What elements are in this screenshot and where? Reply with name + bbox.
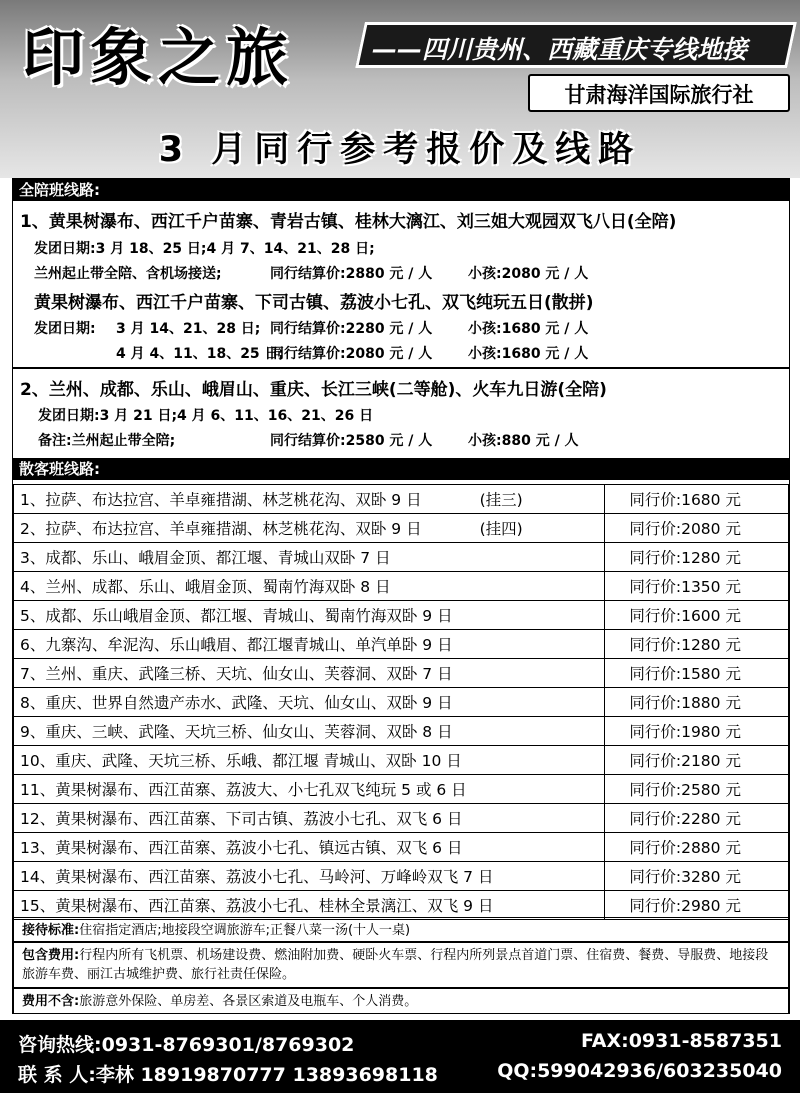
route-price: 同行价:1980 元 — [605, 717, 789, 746]
route-name — [14, 862, 605, 891]
standard-text: 住宿指定酒店;地接段空调旅游车;正餐八菜一汤(十人一桌) — [79, 923, 411, 938]
route-tag: (挂四) — [479, 520, 523, 538]
fax: FAX:0931-8587351 — [580, 1030, 782, 1052]
route-price: 同行价:1280 元 — [605, 543, 789, 572]
contact-footer — [0, 1020, 800, 1093]
route1b-child-price-1: 小孩:1680 元 / 人 — [468, 321, 589, 337]
route-name — [14, 485, 605, 514]
route1b-price-2: 同行结算价:2080 元 / 人 — [270, 346, 433, 362]
route-name — [14, 891, 605, 920]
route-price: 同行价:2280 元 — [605, 804, 789, 833]
header-banner — [0, 0, 800, 178]
route2-title: 2、兰州、成都、乐山、峨眉山、重庆、长江三峡(二等舱)、火车九日游(全陪) — [20, 380, 607, 400]
route1-title: 1、黄果树瀑布、西江千户苗寨、青岩古镇、桂林大漓江、刘三姐大观园双飞八日(全陪) — [20, 212, 677, 232]
included-text: 行程内所有飞机票、机场建设费、燃油附加费、硬卧火车票、行程内所列景点首道门票、住宿费、餐费、导服费、地接段旅游车费、丽江古城维护费、旅行社责任保险。 — [22, 948, 769, 982]
route-text: 4、兰州、成都、乐山、峨眉金顶、蜀南竹海双卧 8 日 — [20, 578, 391, 596]
route-text: 11、黄果树瀑布、西江苗寨、荔波大、小七孔双飞纯玩 5 或 6 日 — [20, 781, 467, 799]
agency-name: 甘肃海洋国际旅行社 — [564, 83, 754, 107]
tagline: ——四川贵州、西藏重庆专线地接 — [372, 35, 748, 64]
route-name — [14, 775, 605, 804]
route1b-price-1: 同行结算价:2280 元 / 人 — [270, 321, 433, 337]
route-row — [14, 746, 789, 775]
standard-label: 接待标准: — [22, 923, 80, 938]
route2-price: 同行结算价:2580 元 / 人 — [270, 433, 433, 449]
route-price: 同行价:1880 元 — [605, 688, 789, 717]
route-price: 同行价:1280 元 — [605, 630, 789, 659]
route-text: 7、兰州、重庆、武隆三桥、天坑、仙女山、芙蓉洞、双卧 7 日 — [20, 665, 453, 683]
route1-note: 兰州起止带全陪、含机场接送; — [34, 266, 222, 282]
route-name — [14, 630, 605, 659]
route-text: 10、重庆、武隆、天坑三桥、乐峨、都江堰 青城山、双卧 10 日 — [20, 752, 462, 770]
route-row — [14, 775, 789, 804]
route-text: 13、黄果树瀑布、西江苗寨、荔波小七孔、镇远古镇、双飞 6 日 — [20, 839, 463, 857]
route-price: 同行价:1580 元 — [605, 659, 789, 688]
route-price: 同行价:1680 元 — [605, 485, 789, 514]
route-text: 8、重庆、世界自然遗产赤水、武隆、天坑、仙女山、双卧 9 日 — [20, 694, 453, 712]
route-text: 3、成都、乐山、峨眉金顶、都江堰、青城山双卧 7 日 — [20, 549, 391, 567]
route1b-dates-2: 4 月 4、11、18、25 日; — [116, 346, 285, 362]
route-price: 同行价:2980 元 — [605, 891, 789, 920]
route-name — [14, 804, 605, 833]
route-row — [14, 659, 789, 688]
route-name — [14, 601, 605, 630]
route-price: 同行价:3280 元 — [605, 862, 789, 891]
route-name — [14, 833, 605, 862]
route-price: 同行价:1600 元 — [605, 601, 789, 630]
route-row — [14, 833, 789, 862]
route-row — [14, 572, 789, 601]
route-text: 2、拉萨、布达拉宫、羊卓雍措湖、林芝桃花沟、双卧 9 日 — [20, 520, 422, 538]
guided-section-heading: 全陪班线路: — [13, 179, 789, 201]
excluded-label: 费用不含: — [22, 994, 80, 1009]
included-note — [13, 942, 789, 988]
route-row — [14, 891, 789, 920]
route-name — [14, 688, 605, 717]
route2-dates: 发团日期:3 月 21 日;4 月 6、11、16、21、26 日 — [38, 408, 374, 424]
route1-child-price: 小孩:2080 元 / 人 — [468, 266, 589, 282]
route-price: 同行价:2580 元 — [605, 775, 789, 804]
route-text: 14、黄果树瀑布、西江苗寨、荔波小七孔、马岭河、万峰岭双飞 7 日 — [20, 868, 494, 886]
route-row — [14, 601, 789, 630]
route-name — [14, 659, 605, 688]
route-text: 15、黄果树瀑布、西江苗寨、荔波小七孔、桂林全景漓江、双飞 9 日 — [20, 897, 494, 915]
included-label: 包含费用: — [22, 948, 80, 963]
page-subtitle: 3 月同行参考报价及线路 — [158, 130, 642, 170]
route1b-title: 黄果树瀑布、西江千户苗寨、下司古镇、荔波小七孔、双飞纯玩五日(散拼) — [34, 293, 594, 313]
route1b-dates-label: 发团日期: — [34, 321, 96, 337]
standard-note — [13, 917, 789, 942]
excluded-note — [13, 988, 789, 1014]
loose-section-heading: 散客班线路: — [13, 458, 789, 480]
route-row — [14, 862, 789, 891]
route1-price: 同行结算价:2880 元 / 人 — [270, 266, 433, 282]
route-price: 同行价:2080 元 — [605, 514, 789, 543]
route-name — [14, 717, 605, 746]
route-row — [14, 485, 789, 514]
route1b-dates-1: 3 月 14、21、28 日; — [116, 321, 261, 337]
route-price: 同行价:2180 元 — [605, 746, 789, 775]
hotline: 咨询热线:0931-8769301/8769302 — [18, 1034, 355, 1056]
qq: QQ:599042936/603235040 — [497, 1060, 782, 1082]
route-row — [14, 717, 789, 746]
route-row — [14, 630, 789, 659]
excluded-text: 旅游意外保险、单房差、各景区索道及电瓶车、个人消费。 — [79, 994, 418, 1009]
route-text: 9、重庆、三峡、武隆、天坑三桥、仙女山、芙蓉洞、双卧 8 日 — [20, 723, 453, 741]
route-row — [14, 543, 789, 572]
route-row — [14, 514, 789, 543]
contact-person: 联 系 人:李林 18919870777 13893698118 — [18, 1064, 438, 1086]
route-text: 5、成都、乐山峨眉金顶、都江堰、青城山、蜀南竹海双卧 9 日 — [20, 607, 453, 625]
route-price: 同行价:2880 元 — [605, 833, 789, 862]
brand-title: 印象之旅 — [22, 21, 295, 94]
loose-routes-table — [13, 484, 789, 920]
route-text: 12、黄果树瀑布、西江苗寨、下司古镇、荔波小七孔、双飞 6 日 — [20, 810, 463, 828]
route2-note: 备注:兰州起止带全陪; — [38, 433, 176, 449]
route1b-child-price-2: 小孩:1680 元 / 人 — [468, 346, 589, 362]
route-name — [14, 543, 605, 572]
route-divider — [13, 367, 789, 369]
route-name — [14, 746, 605, 775]
route-row — [14, 688, 789, 717]
route-row — [14, 804, 789, 833]
route-name — [14, 572, 605, 601]
route-price: 同行价:1350 元 — [605, 572, 789, 601]
route-text: 6、九寨沟、牟泥沟、乐山峨眉、都江堰青城山、单汽单卧 9 日 — [20, 636, 453, 654]
route2-child-price: 小孩:880 元 / 人 — [468, 433, 579, 449]
route-name — [14, 514, 605, 543]
route-text: 1、拉萨、布达拉宫、羊卓雍措湖、林芝桃花沟、双卧 9 日 — [20, 491, 422, 509]
route-tag: (挂三) — [479, 491, 523, 509]
route1-dates: 发团日期:3 月 18、25 日;4 月 7、14、21、28 日; — [34, 241, 375, 257]
